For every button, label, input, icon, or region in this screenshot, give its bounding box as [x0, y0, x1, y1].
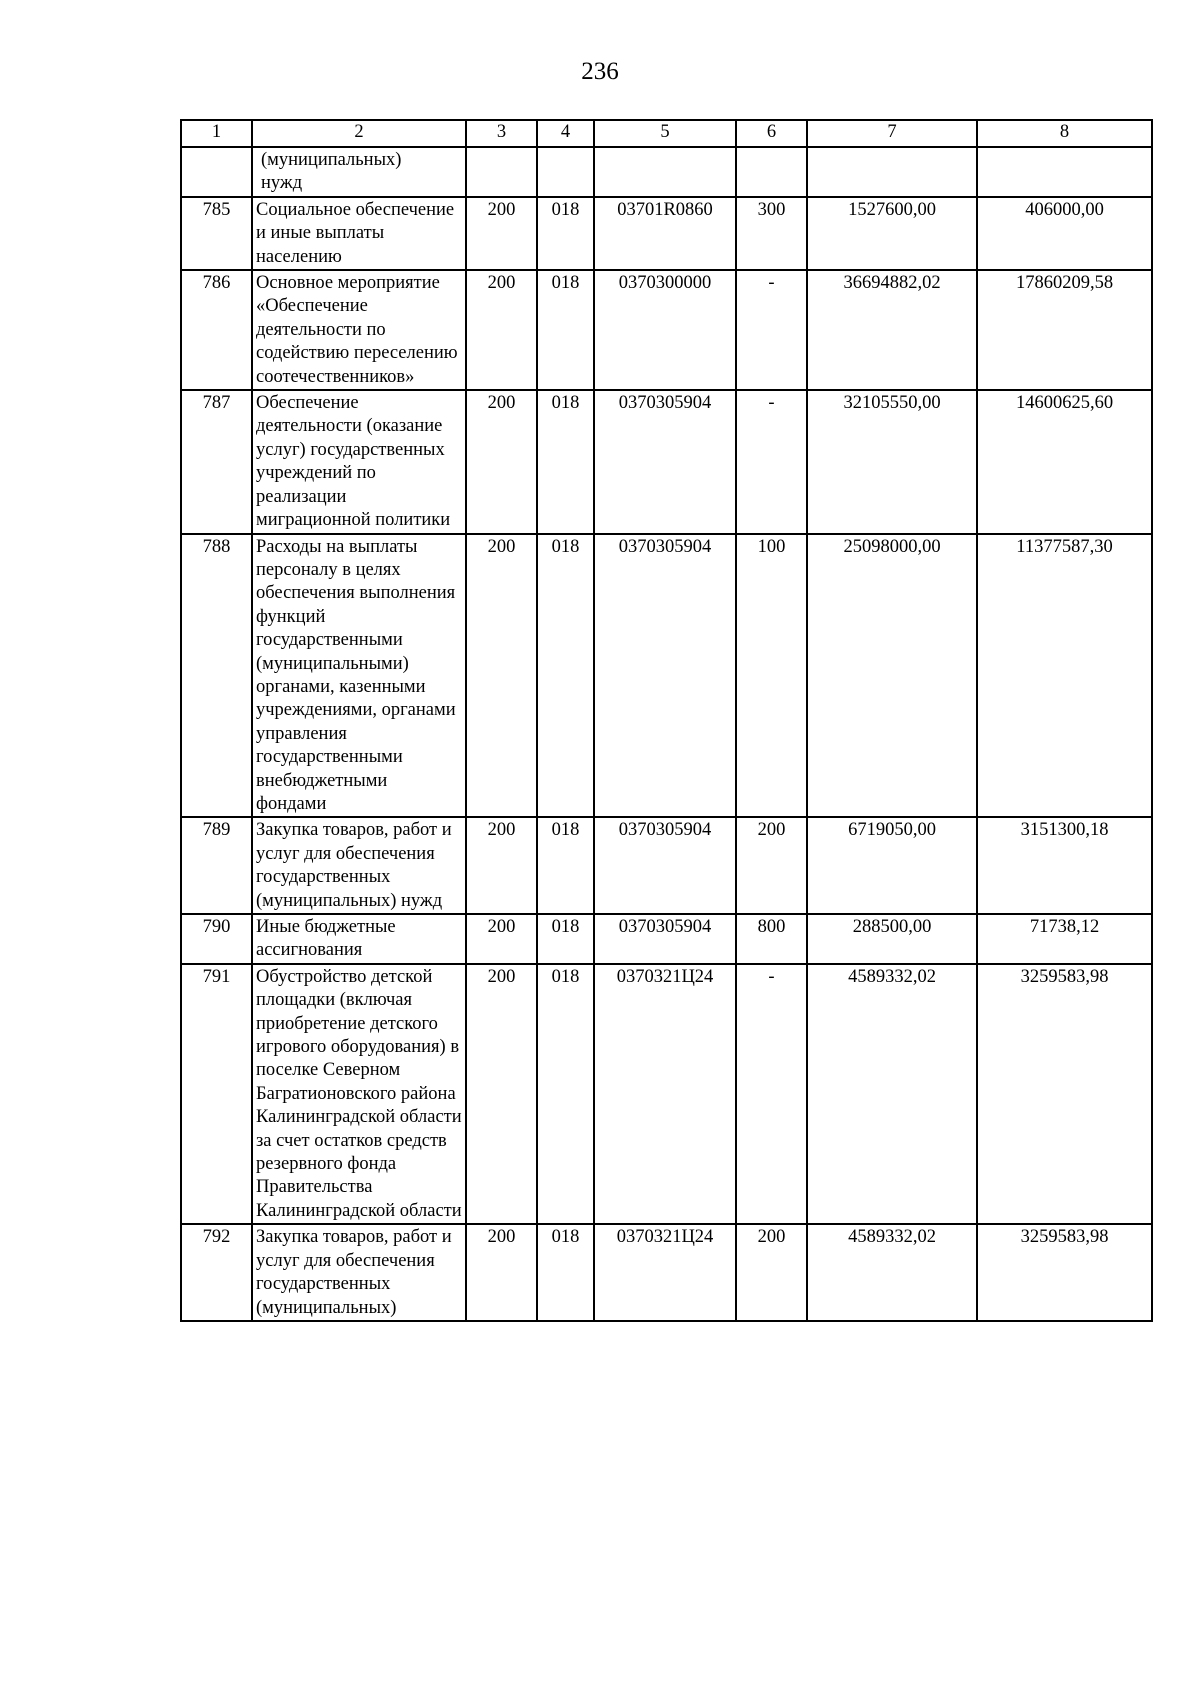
table-row	[181, 914, 1152, 964]
column-7-value: 32105550,00	[807, 390, 977, 533]
column-3-value: 200	[466, 817, 537, 914]
item-name: (муниципальных) нужд	[252, 147, 466, 197]
row-number: 791	[181, 964, 252, 1224]
column-7-value: 6719050,00	[807, 817, 977, 914]
column-5-value: 0370321Ц24	[594, 1224, 736, 1321]
column-6-value: 300	[736, 197, 807, 270]
column-7-value: 288500,00	[807, 914, 977, 964]
column-6-value: -	[736, 964, 807, 1224]
item-name: Расходы на выплаты персоналу в целях обеспечения выполнения функций государственными (муниципальными) органами, казенными учреждениями, органами управления государственными внебюджетными фондами	[252, 534, 466, 818]
column-8-value: 406000,00	[977, 197, 1152, 270]
row-number: 785	[181, 197, 252, 270]
column-3-value: 200	[466, 534, 537, 818]
column-4-value	[537, 147, 594, 197]
item-name: Закупка товаров, работ и услуг для обеспечения государственных (муниципальных) нужд	[252, 817, 466, 914]
page-number: 236	[581, 58, 619, 85]
column-8-value: 3259583,98	[977, 1224, 1152, 1321]
column-4-value: 018	[537, 964, 594, 1224]
row-number: 787	[181, 390, 252, 533]
column-header-5: 5	[594, 120, 736, 147]
column-5-value: 0370305904	[594, 817, 736, 914]
column-header-1: 1	[181, 120, 252, 147]
item-name: Основное мероприятие «Обеспечение деятельности по содействию переселению соотечественников»	[252, 270, 466, 390]
column-6-value: 800	[736, 914, 807, 964]
column-4-value: 018	[537, 914, 594, 964]
column-header-2: 2	[252, 120, 466, 147]
item-name: Социальное обеспечение и иные выплаты населению	[252, 197, 466, 270]
table-row	[181, 964, 1152, 1224]
row-number: 788	[181, 534, 252, 818]
column-3-value: 200	[466, 197, 537, 270]
column-7-value: 25098000,00	[807, 534, 977, 818]
column-3-value: 200	[466, 270, 537, 390]
column-header-4: 4	[537, 120, 594, 147]
column-5-value: 03701R0860	[594, 197, 736, 270]
column-6-value: -	[736, 270, 807, 390]
column-4-value: 018	[537, 270, 594, 390]
column-6-value: 200	[736, 817, 807, 914]
table-row	[181, 817, 1152, 914]
table-row	[181, 390, 1152, 533]
column-8-value	[977, 147, 1152, 197]
column-5-value: 0370305904	[594, 390, 736, 533]
column-3-value: 200	[466, 964, 537, 1224]
column-7-value: 4589332,02	[807, 1224, 977, 1321]
column-8-value: 11377587,30	[977, 534, 1152, 818]
column-5-value: 0370300000	[594, 270, 736, 390]
column-header-6: 6	[736, 120, 807, 147]
column-3-value: 200	[466, 914, 537, 964]
column-6-value	[736, 147, 807, 197]
table-row	[181, 197, 1152, 270]
budget-table	[180, 119, 1153, 1322]
column-3-value: 200	[466, 390, 537, 533]
column-7-value	[807, 147, 977, 197]
column-4-value: 018	[537, 390, 594, 533]
column-5-value: 0370305904	[594, 914, 736, 964]
item-name: Обустройство детской площадки (включая приобретение детского игрового оборудования) в поселке Северном Багратионовского района Калининградской области за счет остатков средств резервного фонда Правительства Калининградской области	[252, 964, 466, 1224]
table-row	[181, 270, 1152, 390]
column-4-value: 018	[537, 817, 594, 914]
row-number: 786	[181, 270, 252, 390]
table-row	[181, 1224, 1152, 1321]
column-6-value: -	[736, 390, 807, 533]
column-header-3: 3	[466, 120, 537, 147]
header-row	[181, 120, 1152, 147]
column-8-value: 17860209,58	[977, 270, 1152, 390]
column-4-value: 018	[537, 1224, 594, 1321]
column-8-value: 71738,12	[977, 914, 1152, 964]
column-3-value	[466, 147, 537, 197]
column-8-value: 3151300,18	[977, 817, 1152, 914]
row-number	[181, 147, 252, 197]
column-3-value: 200	[466, 1224, 537, 1321]
row-number: 792	[181, 1224, 252, 1321]
column-5-value: 0370321Ц24	[594, 964, 736, 1224]
column-5-value: 0370305904	[594, 534, 736, 818]
column-7-value: 1527600,00	[807, 197, 977, 270]
row-number: 789	[181, 817, 252, 914]
column-5-value	[594, 147, 736, 197]
column-8-value: 3259583,98	[977, 964, 1152, 1224]
column-6-value: 200	[736, 1224, 807, 1321]
column-header-8: 8	[977, 120, 1152, 147]
table-row	[181, 147, 1152, 197]
column-header-7: 7	[807, 120, 977, 147]
column-7-value: 4589332,02	[807, 964, 977, 1224]
column-4-value: 018	[537, 534, 594, 818]
item-name: Иные бюджетные ассигнования	[252, 914, 466, 964]
column-4-value: 018	[537, 197, 594, 270]
column-8-value: 14600625,60	[977, 390, 1152, 533]
row-number: 790	[181, 914, 252, 964]
column-7-value: 36694882,02	[807, 270, 977, 390]
item-name: Обеспечение деятельности (оказание услуг) государственных учреждений по реализации миграционной политики	[252, 390, 466, 533]
item-name: Закупка товаров, работ и услуг для обеспечения государственных (муниципальных)	[252, 1224, 466, 1321]
table-row	[181, 534, 1152, 818]
column-6-value: 100	[736, 534, 807, 818]
